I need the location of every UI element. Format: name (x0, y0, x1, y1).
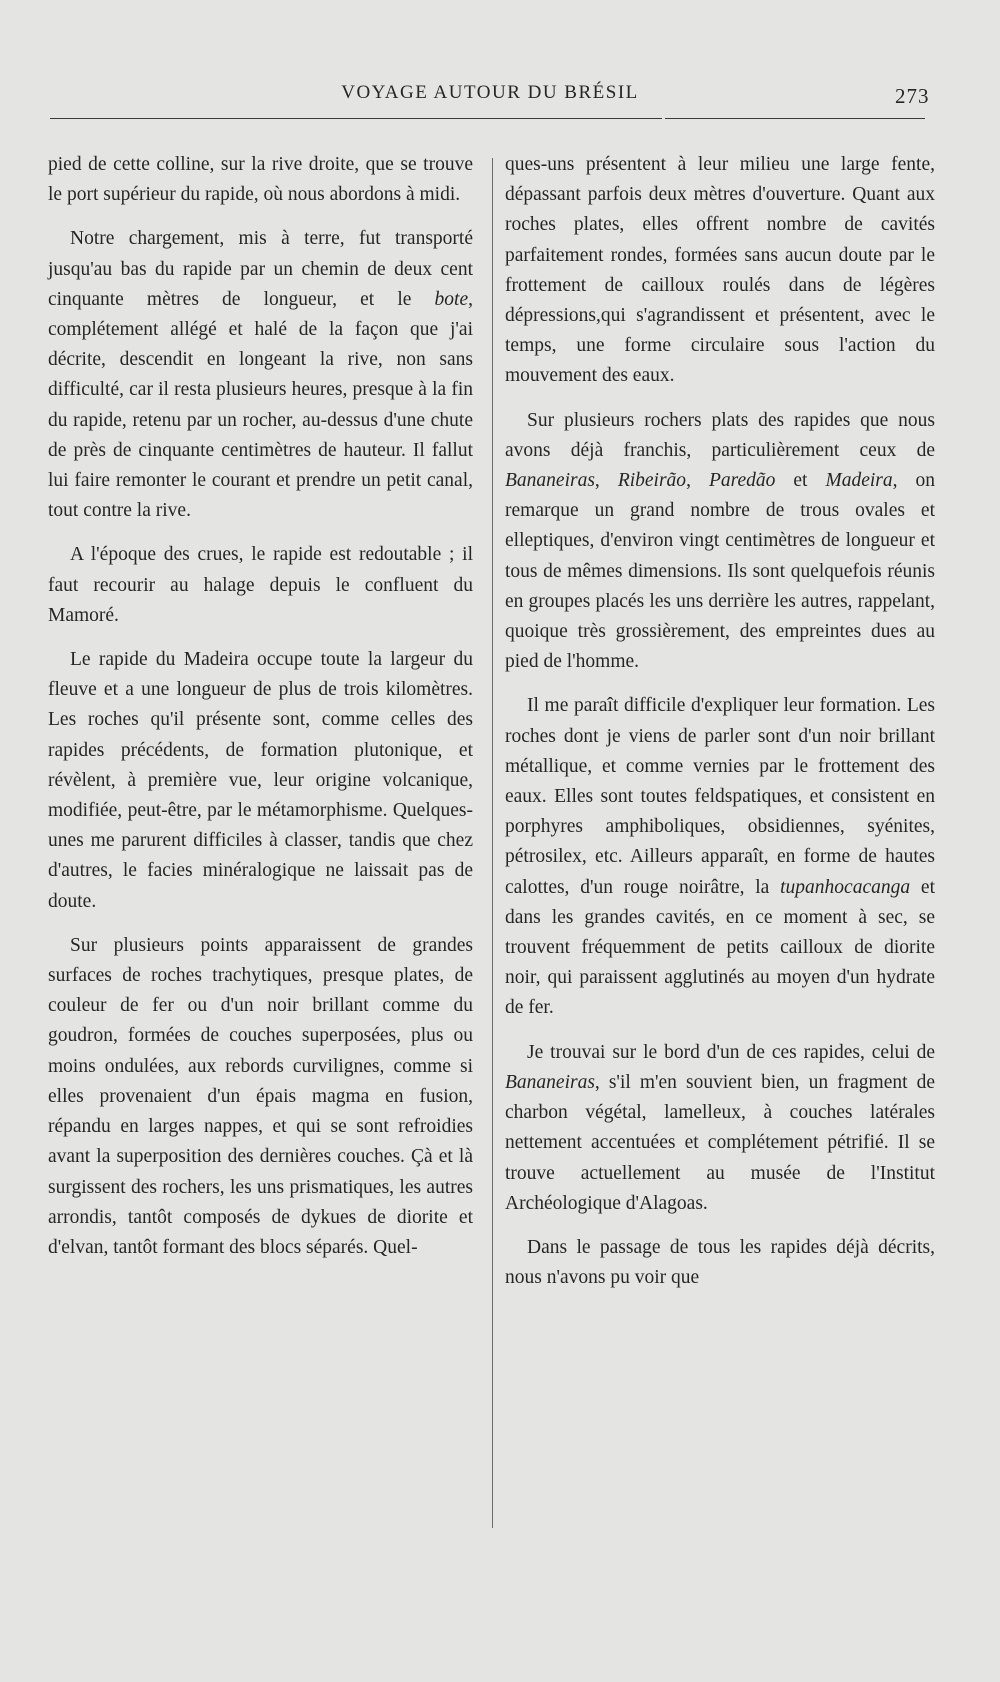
paragraph: Sur plusieurs points apparaissent de grandes surfaces de roches trachytiques, presque plates, de couleur de fer ou d'un noir brillant comme du goudron, formées de couches superposées, plus ou moins ondulées, aux rebords curvilignes, comme si elles provenaient d'un épais magma en fusion, répandu en larges nappes, et qui se sont refroidies avant la superposition des dernières couches. Çà et là surgissent des rochers, les uns prismatiques, les autres arrondis, tantôt composés de dykues de diorite et d'elvan, tantôt formant des blocs séparés. Quel- (48, 934, 473, 1258)
paragraph: ques-uns présentent à leur milieu une large fente, dépassant parfois deux mètres d'ouverture. Quant aux roches plates, elles offrent nombre de cavités parfaitement rondes, formées sans aucun doute par le frottement de cailloux roulés dans de légères dépressions,qui s'agrandissent et présentent, avec le temps, une forme circulaire sous l'action du mouvement des eaux. (505, 154, 935, 387)
text-run: Je trouvai sur le bord d'un de ces rapides, celui de (527, 1041, 935, 1063)
italic-term: Madeira (825, 470, 893, 492)
text-run: Notre chargement, mis à terre, fut transporté jusqu'au bas du rapide par un chemin de deux cent cinquante mètres de longueur, et le (48, 228, 473, 310)
paragraph (505, 406, 935, 678)
text-run: Il me paraît difficile d'expliquer leur formation. Les roches dont je viens de parler sont d'un noir brillant métallique, et comme vernies par le frottement des eaux. Elles sont toutes feldspatiques, et consistent en porphyres amphiboliques, obsidiennes, syénites, pétrosilex, etc. Ailleurs apparaît, en forme de hautes calottes, d'un rouge noirâtre, la (505, 695, 935, 898)
text-run: , (686, 470, 709, 492)
paragraph: A l'époque des crues, le rapide est redoutable ; il faut recourir au halage depuis le confluent du Mamoré. (48, 544, 473, 626)
left-column (48, 150, 473, 1277)
text-run: Sur plusieurs rochers plats des rapides que nous avons déjà franchis, particulièrement ceux de (505, 409, 935, 461)
paragraph: Le rapide du Madeira occupe toute la largeur du fleuve et a une longueur de plus de trois kilomètres. Les roches qu'il présente sont, comme celles des rapides précédents, de formation plutonique, et révèlent, à première vue, leur origine volcanique, modifiée, peut-être, par le métamorphisme. Quelques-unes me parurent difficiles à classer, tandis que chez d'autres, le facies minéralogique ne laissait pas de doute. (48, 649, 473, 912)
text-run: et dans les grandes cavités, en ce moment à sec, se trouvent fréquemment de petits cailloux de diorite noir, qui paraissent agglutinés au moyen d'un hydrate de fer. (505, 876, 935, 1019)
page-header (0, 78, 1000, 128)
text-run: , (594, 470, 618, 492)
paragraph (48, 224, 473, 526)
italic-term: Bananeiras (505, 470, 595, 492)
paragraph: Dans le passage de tous les rapides déjà décrits, nous n'avons pu voir que (505, 1236, 935, 1289)
text-run: , s'il m'en souvient bien, un fragment de charbon végétal, lamelleux, à couches latérales nettement accentuées et complétement pétrifié. Il se trouve actuellement au musée de l'Institut Archéologique d'Alagoas. (505, 1071, 935, 1214)
italic-term: tupanhocacanga (780, 876, 911, 898)
paragraph (505, 1038, 935, 1219)
paragraph: pied de cette colline, sur la rive droite, que se trouve le port supérieur du rapide, où nous abordons à midi. (48, 154, 473, 206)
header-rule (665, 118, 925, 119)
header-rule (50, 118, 662, 119)
page-number: 273 (895, 84, 930, 108)
italic-term: Bananeiras (505, 1071, 595, 1093)
text-run: , complétement allégé et halé de la façon que j'ai décrite, descendit en longeant la rive, non sans difficulté, car il resta plusieurs heures, presque à la fin du rapide, retenu par un rocher, au-dessus d'une chute de près de cinquante centimètres de hauteur. Il fallut lui faire remonter le courant et prendre un petit canal, tout contre la rive. (48, 288, 473, 522)
text-run: , on remarque un grand nombre de trous ovales et elleptiques, d'environ vingt centimètres de longueur et tous de mêmes dimensions. Ils sont quelquefois réunis en groupes placés les uns derrière les autres, rappelant, quoique très grossièrement, des empreintes dues au pied de l'homme. (505, 470, 936, 673)
paragraph (505, 691, 935, 1023)
column-divider (492, 158, 493, 1528)
italic-term: Paredão (708, 470, 776, 492)
text-run: et (775, 470, 826, 492)
italic-term: Ribeirão (617, 470, 687, 492)
right-column (505, 150, 935, 1307)
italic-term: bote (434, 288, 469, 310)
running-title: VOYAGE AUTOUR DU BRÉSIL (341, 82, 639, 103)
